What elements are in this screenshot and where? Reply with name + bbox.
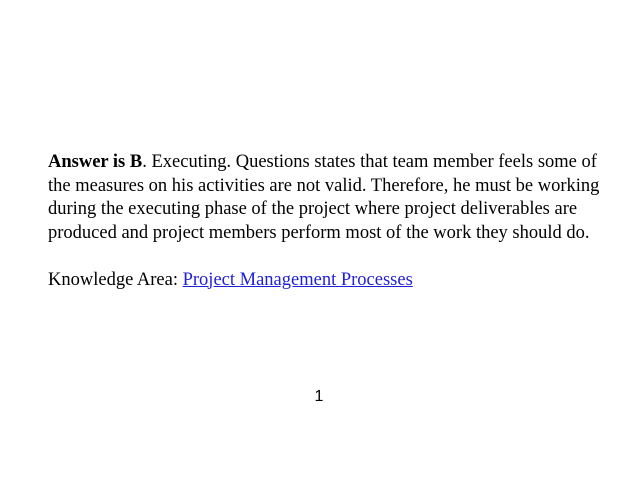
knowledge-area-line [48,269,608,293]
page-number: 1 [314,388,324,405]
knowledge-area-link[interactable]: Project Management Processes [182,269,413,290]
answer-paragraph [48,151,608,245]
answer-block [48,151,608,292]
knowledge-area-label: Knowledge Area: [48,269,183,290]
answer-body: . Executing. Questions states that team member feels some of the measures on his activities are not valid. Therefore, he must be working during the executing phase of the project where project deliverables are produced and project members perform most of the work they should do. [48,152,600,243]
answer-lead: Answer is B [48,152,143,172]
